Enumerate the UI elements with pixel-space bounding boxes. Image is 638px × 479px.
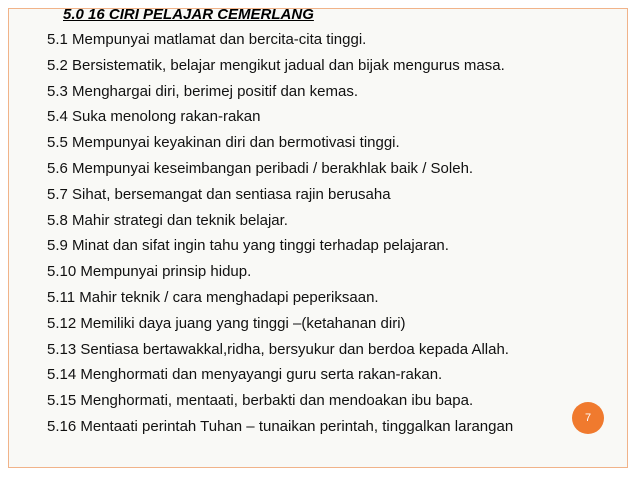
list-item: 5.7 Sihat, bersemangat dan sentiasa rajin berusaha [47,185,391,203]
list-item: 5.2 Bersistematik, belajar mengikut jadual dan bijak mengurus masa. [47,56,505,74]
list-item: 5.10 Mempunyai prinsip hidup. [47,263,252,281]
page-number-badge: 7 [572,402,604,434]
list-item: 5.11 Mahir teknik / cara menghadapi peperiksaan. [47,288,379,306]
list-item: 5.15 Menghormati, mentaati, berbakti dan mendoakan ibu bapa. [47,392,474,410]
list-item: 5.12 Memiliki daya juang yang tinggi –(ketahanan diri) [47,314,406,332]
list-item: 5.8 Mahir strategi dan teknik belajar. [47,211,288,229]
list-item: 5.13 Sentiasa bertawakkal,ridha, bersyukur dan berdoa kepada Allah. [47,340,509,358]
list-item: 5.3 Menghargai diri, berimej positif dan kemas. [47,82,358,100]
list-item: 5.16 Mentaati perintah Tuhan – tunaikan perintah, tinggalkan larangan [47,417,514,435]
list-item: 5.5 Mempunyai keyakinan diri dan bermotivasi tinggi. [47,134,400,152]
list-item: 5.1 Mempunyai matlamat dan bercita-cita tinggi. [47,31,367,48]
list-item: 5.9 Minat dan sifat ingin tahu yang tinggi terhadap pelajaran. [47,237,449,255]
criteria-list [47,27,513,440]
slide-title: 5.0 16 CIRI PELAJAR CEMERLANG [63,6,314,23]
list-item: 5.4 Suka menolong rakan-rakan [47,108,261,126]
list-item: 5.6 Mempunyai keseimbangan peribadi / berakhlak baik / Soleh. [47,159,474,177]
list-item: 5.14 Menghormati dan menyayangi guru serta rakan-rakan. [47,366,443,384]
